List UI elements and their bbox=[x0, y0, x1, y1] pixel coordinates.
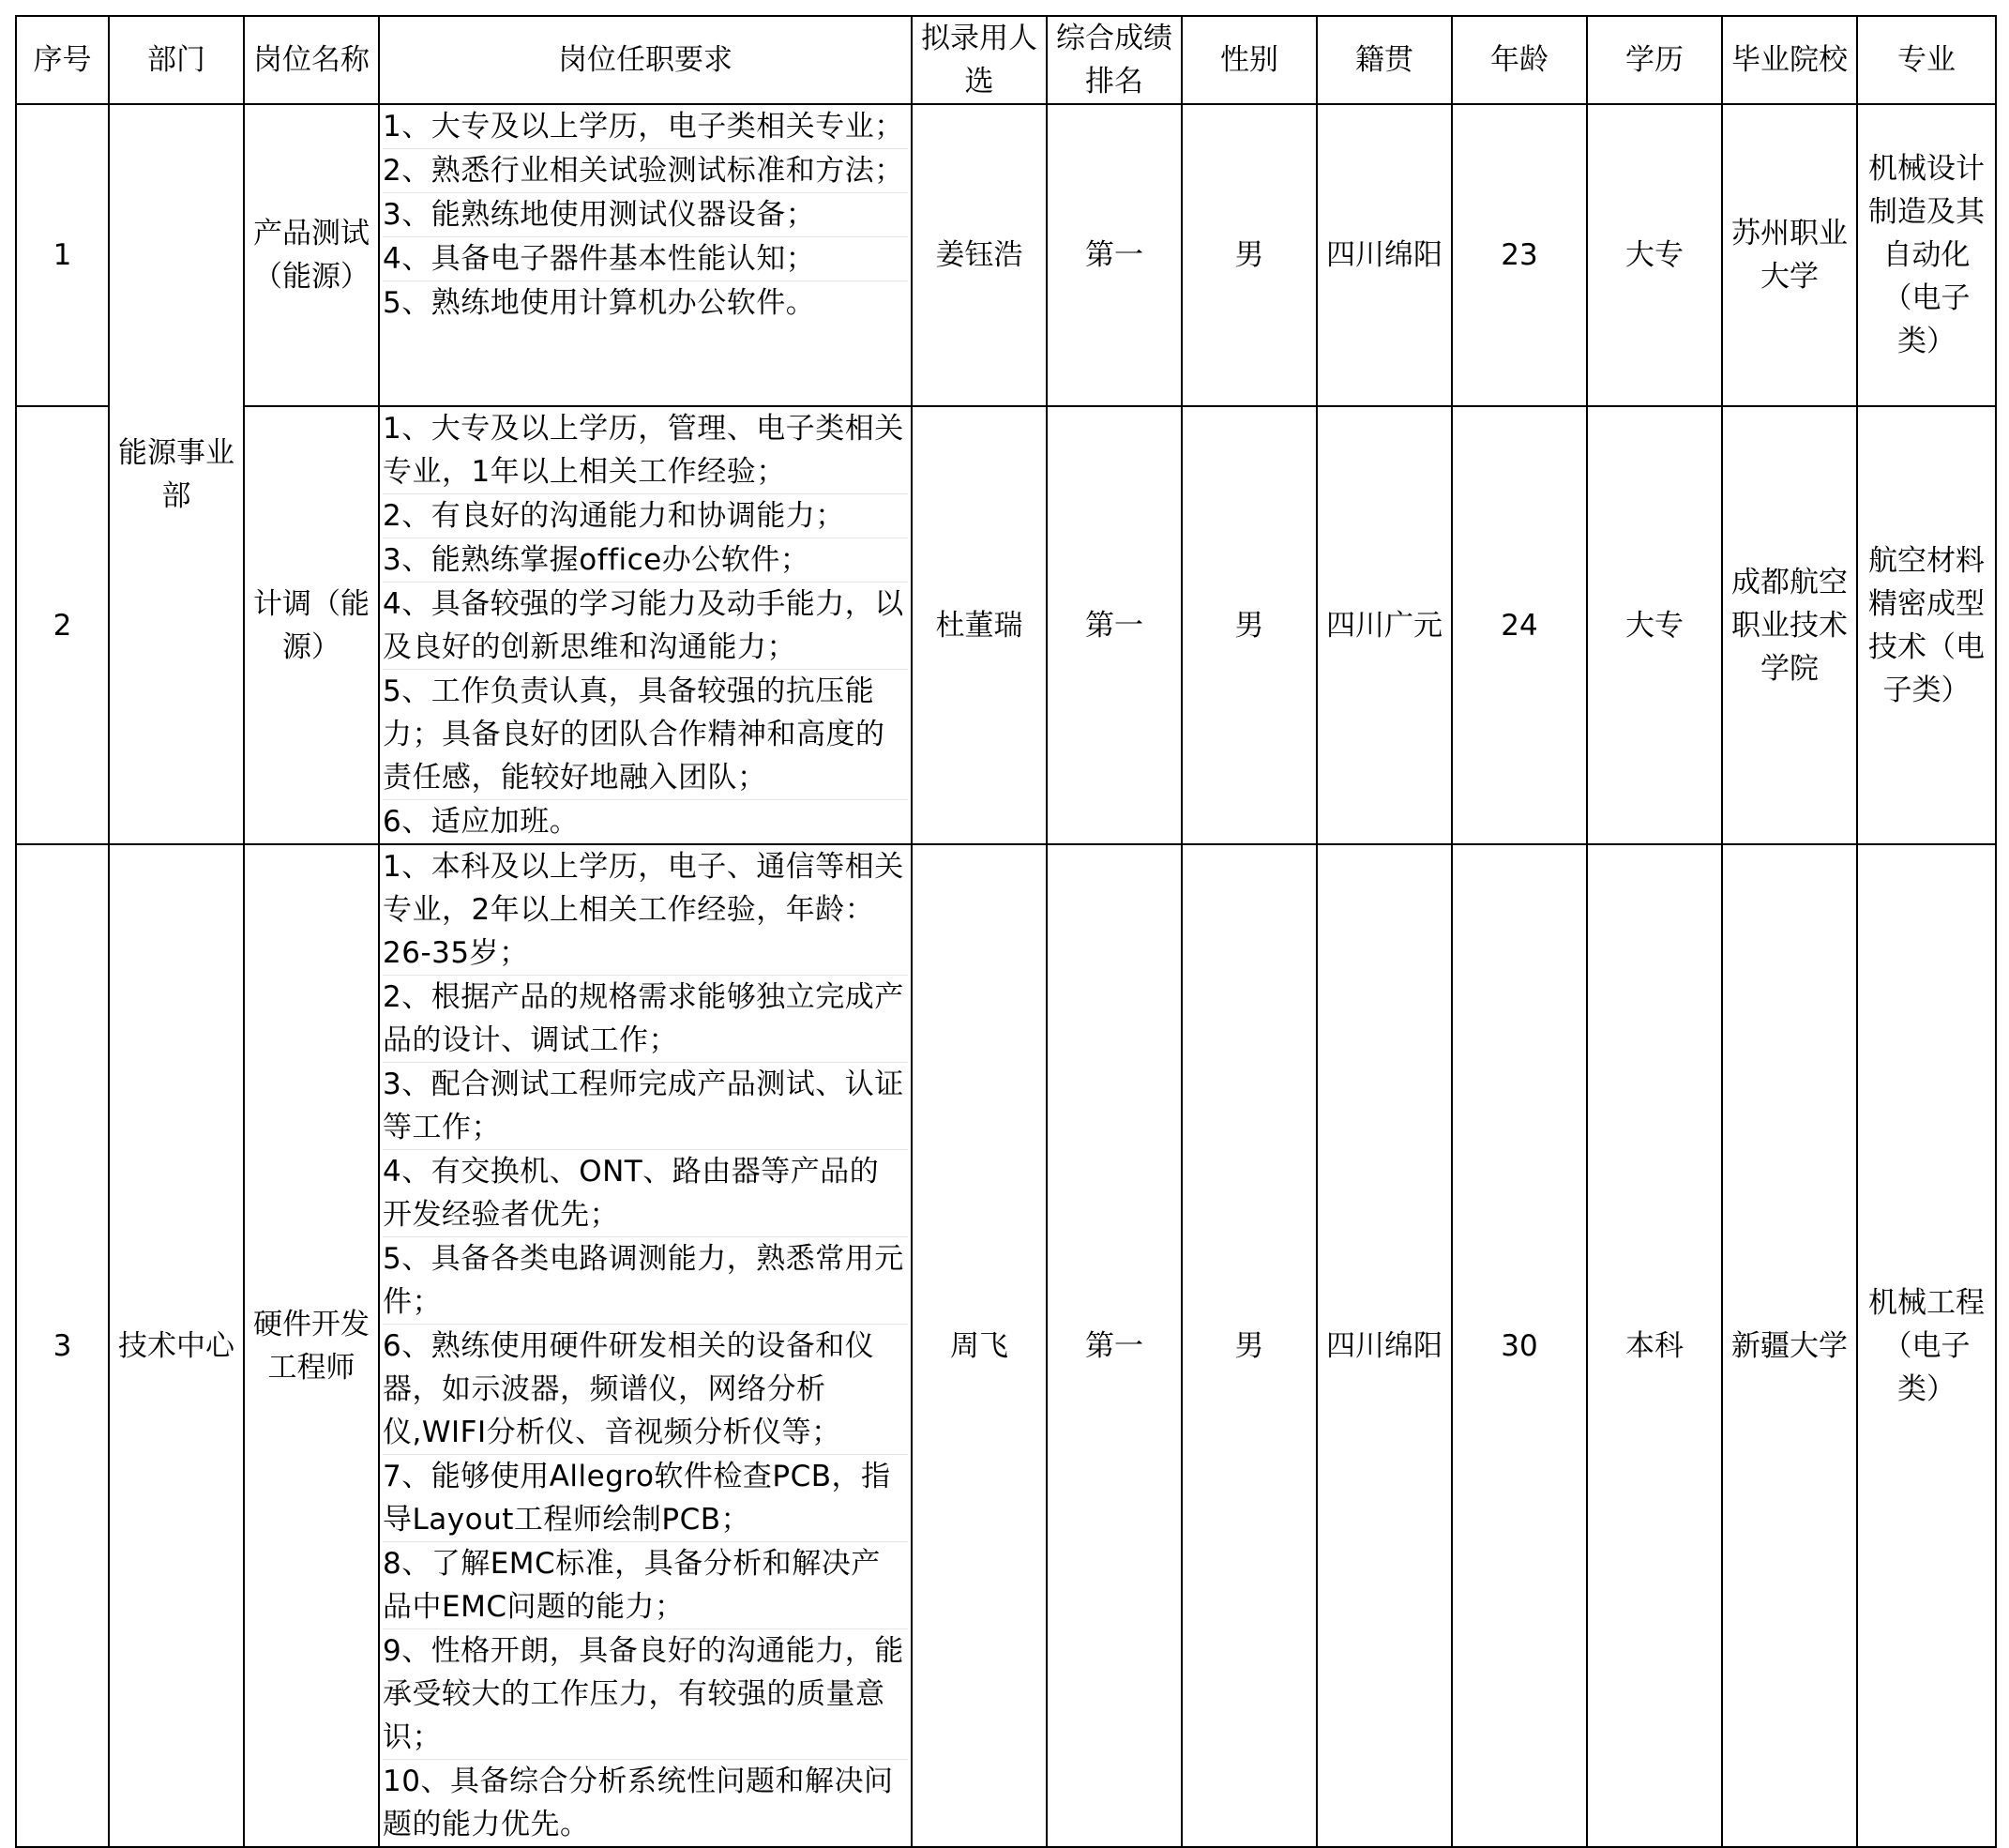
candidate-table bbox=[15, 15, 1997, 1848]
header-requirements: 岗位任职要求 bbox=[379, 16, 912, 104]
requirement-item: 3、能熟练地使用测试仪器设备； bbox=[383, 193, 908, 237]
requirement-item: 5、工作负责认真，具备较强的抗压能力；具备良好的团队合作精神和高度的责任感，能较好地融入团队； bbox=[383, 670, 908, 800]
cell-school: 苏州职业大学 bbox=[1722, 104, 1857, 406]
header-school: 毕业院校 bbox=[1722, 16, 1857, 104]
requirement-item: 3、能熟练掌握office办公软件； bbox=[383, 538, 908, 583]
requirement-item: 4、具备电子器件基本性能认知； bbox=[383, 237, 908, 281]
header-position: 岗位名称 bbox=[244, 16, 379, 104]
cell-requirements bbox=[379, 406, 912, 844]
header-education: 学历 bbox=[1587, 16, 1722, 104]
requirement-item: 9、性格开朗，具备良好的沟通能力，能承受较大的工作压力，有较强的质量意识； bbox=[383, 1629, 908, 1760]
table-row bbox=[16, 844, 1996, 1847]
cell-education: 大专 bbox=[1587, 104, 1722, 406]
cell-seq: 3 bbox=[16, 844, 109, 1847]
cell-gender: 男 bbox=[1182, 844, 1317, 1847]
requirement-item: 5、熟练地使用计算机办公软件。 bbox=[383, 286, 816, 320]
cell-requirements bbox=[379, 104, 912, 406]
cell-gender: 男 bbox=[1182, 104, 1317, 406]
cell-major: 航空材料精密成型技术（电子类） bbox=[1857, 406, 1996, 844]
cell-candidate: 杜董瑞 bbox=[912, 406, 1047, 844]
cell-school: 新疆大学 bbox=[1722, 844, 1857, 1847]
requirement-item: 1、本科及以上学历，电子、通信等相关专业，2年以上相关工作经验，年龄：26-35岁； bbox=[383, 845, 908, 976]
cell-requirements bbox=[379, 844, 912, 1847]
cell-candidate: 周飞 bbox=[912, 844, 1047, 1847]
requirement-item: 3、配合测试工程师完成产品测试、认证等工作； bbox=[383, 1063, 908, 1150]
requirement-item: 2、有良好的沟通能力和协调能力； bbox=[383, 494, 908, 538]
cell-major: 机械设计制造及其自动化（电子类） bbox=[1857, 104, 1996, 406]
cell-rank: 第一 bbox=[1047, 406, 1182, 844]
table-row bbox=[16, 104, 1996, 406]
cell-seq: 1 bbox=[16, 104, 109, 406]
table-row bbox=[16, 406, 1996, 844]
requirement-item: 4、具备较强的学习能力及动手能力，以及良好的创新思维和沟通能力； bbox=[383, 583, 908, 670]
cell-position: 产品测试（能源） bbox=[244, 104, 379, 406]
requirement-item: 1、大专及以上学历，电子类相关专业； bbox=[383, 105, 908, 149]
cell-position: 硬件开发工程师 bbox=[244, 844, 379, 1847]
header-department: 部门 bbox=[109, 16, 244, 104]
header-seq: 序号 bbox=[16, 16, 109, 104]
header-origin: 籍贯 bbox=[1317, 16, 1452, 104]
requirement-item: 6、适应加班。 bbox=[383, 805, 580, 839]
header-gender: 性别 bbox=[1182, 16, 1317, 104]
requirement-item: 1、大专及以上学历，管理、电子类相关专业，1年以上相关工作经验； bbox=[383, 407, 908, 494]
requirement-item: 4、有交换机、ONT、路由器等产品的开发经验者优先； bbox=[383, 1150, 908, 1237]
cell-rank: 第一 bbox=[1047, 844, 1182, 1847]
header-candidate: 拟录用人选 bbox=[912, 16, 1047, 104]
cell-position: 计调（能源） bbox=[244, 406, 379, 844]
cell-department: 能源事业部 bbox=[109, 104, 244, 844]
header-row bbox=[16, 16, 1996, 104]
header-rank: 综合成绩排名 bbox=[1047, 16, 1182, 104]
requirement-item: 10、具备综合分析系统性问题和解决问题的能力优先。 bbox=[383, 1765, 894, 1841]
cell-age: 23 bbox=[1452, 104, 1587, 406]
requirement-item: 6、熟练使用硬件研发相关的设备和仪器，如示波器，频谱仪，网络分析仪,WIFI分析仪、音视频分析仪等； bbox=[383, 1325, 908, 1455]
requirement-item: 7、能够使用Allegro软件检查PCB，指导Layout工程师绘制PCB； bbox=[383, 1455, 908, 1542]
cell-age: 24 bbox=[1452, 406, 1587, 844]
cell-education: 大专 bbox=[1587, 406, 1722, 844]
cell-seq: 2 bbox=[16, 406, 109, 844]
requirement-item: 5、具备各类电路调测能力，熟悉常用元件； bbox=[383, 1237, 908, 1325]
cell-major: 机械工程（电子类） bbox=[1857, 844, 1996, 1847]
cell-candidate: 姜钰浩 bbox=[912, 104, 1047, 406]
requirement-item: 2、熟悉行业相关试验测试标准和方法； bbox=[383, 149, 908, 193]
requirement-item: 2、根据产品的规格需求能够独立完成产品的设计、调试工作； bbox=[383, 976, 908, 1063]
header-major: 专业 bbox=[1857, 16, 1996, 104]
cell-origin: 四川绵阳 bbox=[1317, 104, 1452, 406]
cell-age: 30 bbox=[1452, 844, 1587, 1847]
cell-gender: 男 bbox=[1182, 406, 1317, 844]
requirement-item: 8、了解EMC标准，具备分析和解决产品中EMC问题的能力； bbox=[383, 1542, 908, 1629]
cell-department: 技术中心 bbox=[109, 844, 244, 1847]
cell-origin: 四川绵阳 bbox=[1317, 844, 1452, 1847]
cell-school: 成都航空职业技术学院 bbox=[1722, 406, 1857, 844]
cell-education: 本科 bbox=[1587, 844, 1722, 1847]
cell-rank: 第一 bbox=[1047, 104, 1182, 406]
header-age: 年龄 bbox=[1452, 16, 1587, 104]
cell-origin: 四川广元 bbox=[1317, 406, 1452, 844]
